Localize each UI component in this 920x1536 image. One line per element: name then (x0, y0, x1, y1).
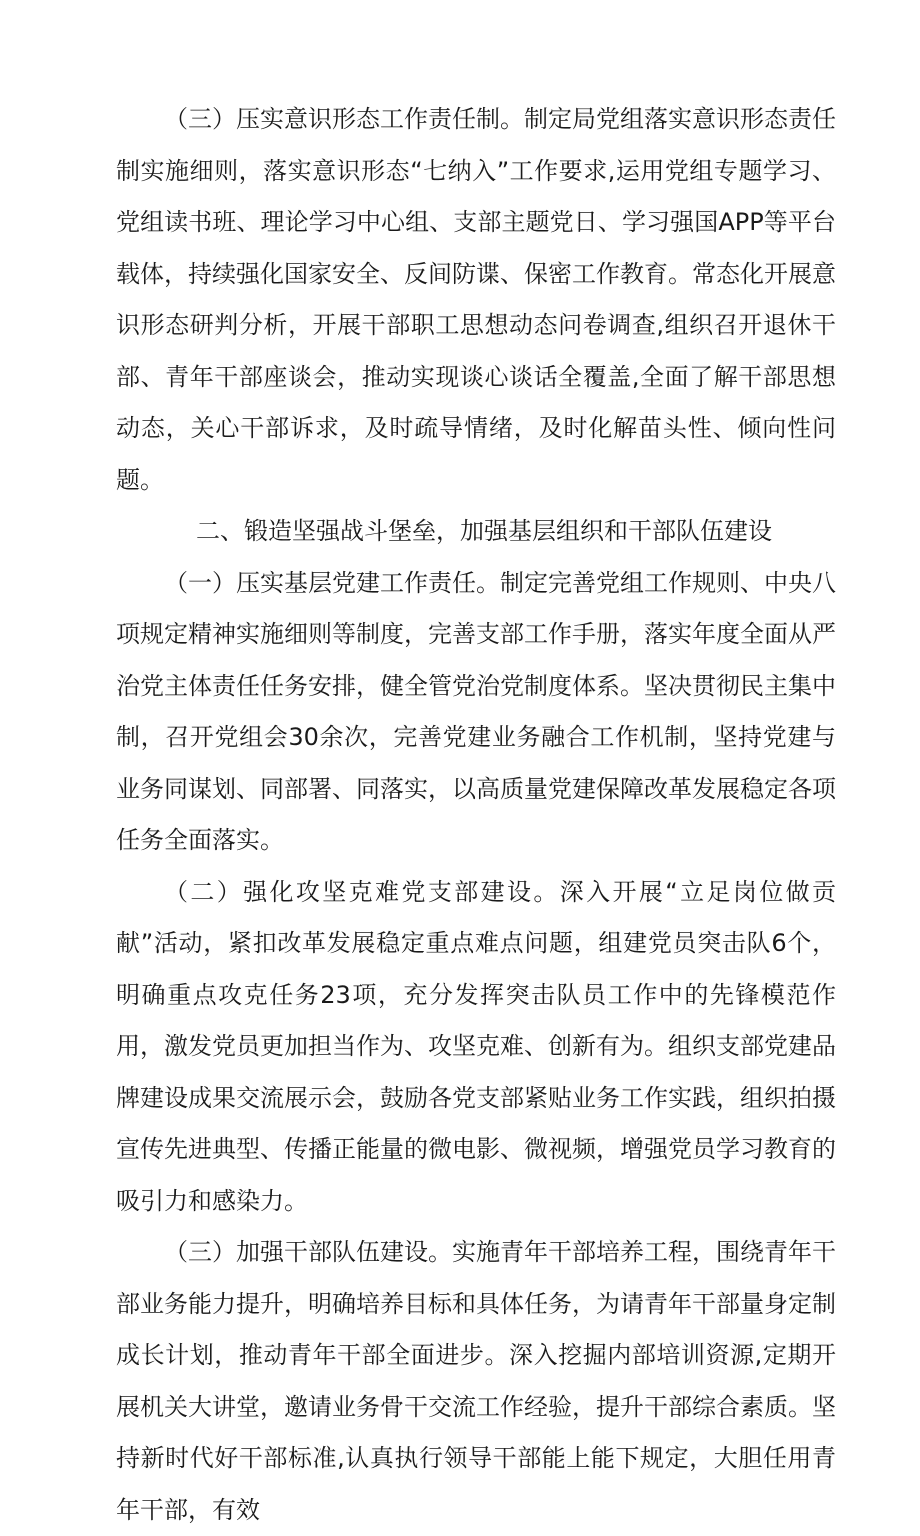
paragraph-grassroots-party-building: （一）压实基层党建工作责任。制定完善党组工作规则、中央八项规定精神实施细则等制度，完善支部工作手册，落实年度全面从严治党主体责任任务安排，健全管党治党制度体系。坚决贯彻民主集中制，召开党组会30余次，完善党建业务融合工作机制，坚持党建与业务同谋划、同部署、同落实，以高质量党建保障改革发展稳定各项任务全面落实。 (116, 568, 836, 854)
paragraph-cadre-team-building: （三）加强干部队伍建设。实施青年干部培养工程，围绕青年干部业务能力提升，明确培养目标和具体任务，为请青年干部量身定制成长计划，推动青年干部全面进步。深入挖掘内部培训资源,定期开展机关大讲堂，邀请业务骨干交流工作经验，提升干部综合素质。坚持新时代好干部标准,认真执行领导干部能上能下规定，大胆任用青年干部，有效 (116, 1238, 836, 1524)
paragraph-ideology-responsibility: （三）压实意识形态工作责任制。制定局党组落实意识形态责任制实施细则，落实意识形态“七纳入”工作要求,运用党组专题学习、党组读书班、理论学习中心组、支部主题党日、学习强国APP等平台载体，持续强化国家安全、反间防谍、保密工作教育。常态化开展意识形态研判分析，开展干部职工思想动态问卷调查,组织召开退休干部、青年干部座谈会，推动实现谈心谈话全覆盖,全面了解干部思想动态，关心干部诉求，及时疏导情绪，及时化解苗头性、倾向性问题。 (116, 105, 836, 494)
document-body (116, 94, 836, 1536)
section-heading-two: 二、锻造坚强战斗堡垒，加强基层组织和干部队伍建设 (196, 517, 772, 545)
paragraph-party-branch-construction: （二）强化攻坚克难党支部建设。深入开展“立足岗位做贡献”活动，紧扣改革发展稳定重点难点问题，组建党员突击队6个，明确重点攻克任务23项，充分发挥突击队员工作中的先锋模范作用，激发党员更加担当作为、攻坚克难、创新有为。组织支部党建品牌建设成果交流展示会，鼓励各党支部紧贴业务工作实践，组织拍摄宣传先进典型、传播正能量的微电影、微视频，增强党员学习教育的吸引力和感染力。 (116, 877, 836, 1215)
